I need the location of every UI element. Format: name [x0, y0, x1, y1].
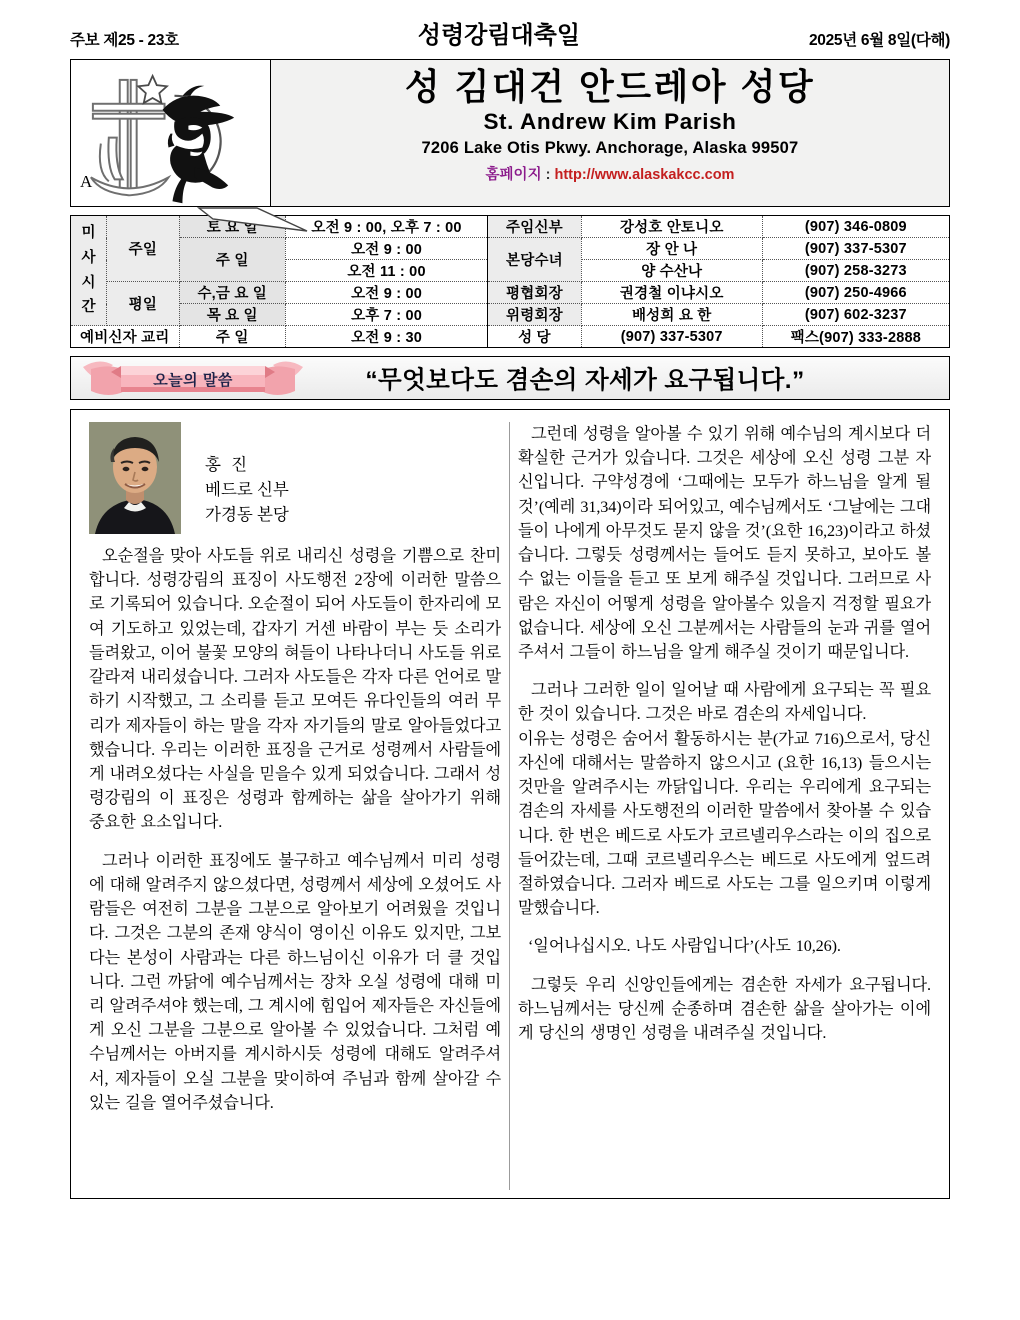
day-saturday: 토 요 일 — [179, 216, 285, 238]
table-row — [71, 304, 950, 326]
paragraph: 그러나 그러한 일이 일어날 때 사람에게 요구되는 꼭 필요한 것이 있습니다. 그것은 바로 겸손의 자세입니다. — [518, 681, 931, 724]
day-thursday: 목 요 일 — [179, 304, 285, 326]
tel-sister-susanna: (907) 258-3273 — [762, 260, 949, 282]
time-sunday-eleven: 오전 11 : 00 — [285, 260, 487, 282]
paragraph: 이유는 성령은 숨어서 활동하시는 분(가교 716)으로서, 당신 자신에 대해서는 말씀하지 않으시고 (요한 16,13) 들으시는 것만을 알려주시는 까닭입니다. 우리는 우리에게 요구되는 겸손의 자세를 사도행전의 이러한 말씀에서 찾아볼 수 있습니다. 한 번은 베드로 사도가 코르넬리우스라는 이의 집으로 들어갔는데, 그때 코르넬리우스는 베드로 사도에게 엎드려 절하였습니다. 그러자 베드로 사도는 그를 일으키며 이렇게 말했습니다. — [518, 729, 931, 918]
parish-homepage — [271, 163, 949, 184]
author-title: 베드로 신부 — [205, 480, 289, 500]
time-thursday: 오후 7 : 00 — [285, 304, 487, 326]
kind-weekday: 평일 — [107, 282, 179, 326]
author-photo — [89, 422, 181, 534]
name-sister-susanna: 양 수산나 — [581, 260, 762, 282]
table-row — [71, 238, 950, 260]
tel-council-chair: (907) 250-4966 — [762, 282, 949, 304]
article-column-right — [510, 422, 939, 1190]
tel-pastor: (907) 346-0809 — [762, 216, 949, 238]
st-andrew-kim-logo-art — [71, 60, 270, 207]
priest-portrait — [89, 422, 181, 534]
masthead — [70, 59, 950, 207]
tel-memorial-chair: (907) 602-3237 — [762, 304, 949, 326]
todays-word-quote: “무엇보다도 겸손의 자세가 요구됩니다.” — [365, 366, 805, 394]
tel-parish-office: (907) 337-5307 — [581, 326, 762, 348]
role-pastor: 주임신부 — [488, 216, 582, 238]
logo-letter-a: A — [80, 172, 93, 191]
reflection-article — [70, 409, 950, 1199]
homepage-label: 홈페이지 — [485, 167, 542, 184]
parish-title-block — [271, 60, 949, 206]
time-wed-fri: 오전 9 : 00 — [285, 282, 487, 304]
feast-title: 성령강림대축일 — [417, 22, 581, 49]
author-credit — [181, 422, 289, 527]
catechumen-time: 오전 9 : 30 — [285, 326, 487, 348]
ribbon-label: 오늘의 말씀 — [153, 372, 233, 389]
name-pastor: 강성호 안토니오 — [581, 216, 762, 238]
article-column-left — [81, 422, 510, 1190]
homepage-separator: : — [545, 167, 551, 184]
role-sisters: 본당수녀 — [488, 238, 582, 282]
issue-number: 주보 제25 - 23호 — [70, 32, 179, 49]
parish-address: 7206 Lake Otis Pkwy. Anchorage, Alaska 99507 — [421, 139, 799, 158]
group-char-2: 시 — [81, 274, 96, 291]
parish-name-korean: 성 김대건 안드레아 성당 — [404, 66, 816, 107]
parish-logo — [71, 60, 271, 206]
author-block — [89, 422, 501, 534]
fax-parish-office: 팩스(907) 333-2888 — [762, 326, 949, 348]
paragraph: 오순절을 맞아 사도들 위로 내리신 성령을 기쁨으로 찬미합니다. 성령강림의 표징이 사도행전 2장에 이러한 말씀으로 기록되어 있습니다. 오순절이 되어 사도들이 한자리에 모여 기도하고 있었는데, 갑자기 거센 바람이 부는 듯 소리가 들려왔고, 이어 불꽃 모양의 혀들이 나타나더니 사도들 위로 갈라져 내리셨습니다. 그러자 사도들은 각자 다른 언어로 말하기 시작했고, 그 소리를 듣고 모여든 유다인들의 여러 무리가 제자들이 하는 말을 각자 자기들의 말로 알아들었다고 했습니다. 우리는 이러한 표징을 근거로 성령께서 사람들에게 내려오셨다는 사실을 믿을수 있게 되었습니다. 그래서 성령강림의 이 표징은 성령과 함께하는 삶을 살아가기 위해 중요한 요소입니다. — [89, 547, 501, 832]
homepage-url-link[interactable]: http://www.alaskakcc.com — [554, 167, 735, 184]
kind-sunday: 주일 — [107, 216, 179, 282]
name-sister-anna: 장 안 나 — [581, 238, 762, 260]
role-parish-office: 성 당 — [488, 326, 582, 348]
table-row — [71, 282, 950, 304]
role-memorial-chair: 위령회장 — [488, 304, 582, 326]
day-sunday: 주 일 — [179, 238, 285, 282]
day-wed-fri: 수,금 요 일 — [179, 282, 285, 304]
time-saturday: 오전 9 : 00, 오후 7 : 00 — [285, 216, 487, 238]
group-char-3: 간 — [81, 299, 96, 316]
paragraph: 그런데 성령을 알아볼 수 있기 위해 예수님의 계시보다 더 확실한 근거가 있습니다. 그것은 세상에 오신 성령 그분 자신입니다. 구약성경에 ‘그때에는 모두가 하느님을 알게 될 것’(예레 31,34)이라 되어있고, 예수님께서도 ‘그날에는 그대들이 나에게 아무것도 묻지 않을 것’(요한 16,23)이라고 하셨습니다. 그렇듯 성령께서는 들어도 듣지 못하고, 보아도 볼 수 없는 이들을 듣고 또 보게 해주실 것입니다. 그러므로 사람은 자신이 어떻게 성령을 알아볼수 있을지 걱정할 필요가 없습니다. 세상에 오신 그분께서는 사람들의 눈과 귀를 열어주셔서 그들이 하느님을 알게 해주실 것이기 때문입니다. — [518, 425, 931, 661]
tel-sister-anna: (907) 337-5307 — [762, 238, 949, 260]
paragraph: 그렇듯 우리 신앙인들에게는 겸손한 자세가 요구됩니다. 하느님께서는 당신께 순종하며 겸손한 삶을 살아가는 이에게 당신의 생명인 성령을 내려주실 것입니다. — [518, 975, 931, 1043]
parish-name-english: St. Andrew Kim Parish — [483, 109, 737, 135]
catechumen-day: 주 일 — [179, 326, 285, 348]
author-name: 홍 진 — [205, 455, 251, 474]
mass-schedule-table — [70, 215, 950, 348]
todays-word-banner — [70, 356, 950, 400]
author-parish: 가경동 본당 — [205, 505, 289, 525]
role-council-chair: 평협회장 — [488, 282, 582, 304]
name-memorial-chair: 배성희 요 한 — [581, 304, 762, 326]
name-council-chair: 권경철 이냐시오 — [581, 282, 762, 304]
catechumen-label: 예비신자 교리 — [71, 326, 180, 348]
group-char-0: 미 — [81, 224, 96, 241]
mass-time-group-label — [71, 216, 107, 326]
callout-tail — [197, 207, 317, 233]
table-row — [71, 326, 950, 348]
time-sunday-morning: 오전 9 : 00 — [285, 238, 487, 260]
paragraph: 그러나 이러한 표징에도 불구하고 예수님께서 미리 성령에 대해 알려주지 않으셨다면, 성령께서 세상에 오셨어도 사람들은 여전히 그분을 그분으로 알아보기 어려웠을 것입니다. 그것은 그분의 존재 양식이 영이신 이유도 있지만, 그보다는 본성이 사람과는 다른 하느님이신 이유가 더 클 것입니다. 그런 까닭에 예수님께서는 장차 오실 성령에 대해 미리 알려주셔야 했는데, 그 계시에 힘입어 제자들은 자신들에게 오신 그분을 그분으로 알아볼 수 있었습니다. 그처럼 예수님께서는 아버지를 계시하시듯 성령에 대해도 알려주셔서, 제자들이 오실 그분을 맞이하여 주님과 함께 살아갈 수 있는 길을 열어주셨습니다. — [89, 851, 501, 1112]
bulletin-date: 2025년 6월 8일(다해) — [808, 32, 950, 49]
bulletin-topbar — [70, 0, 950, 50]
scripture-quote: ‘일어나십시오. 나도 사람입니다’(사도 10,26). — [528, 937, 841, 956]
group-char-1: 사 — [81, 249, 96, 266]
